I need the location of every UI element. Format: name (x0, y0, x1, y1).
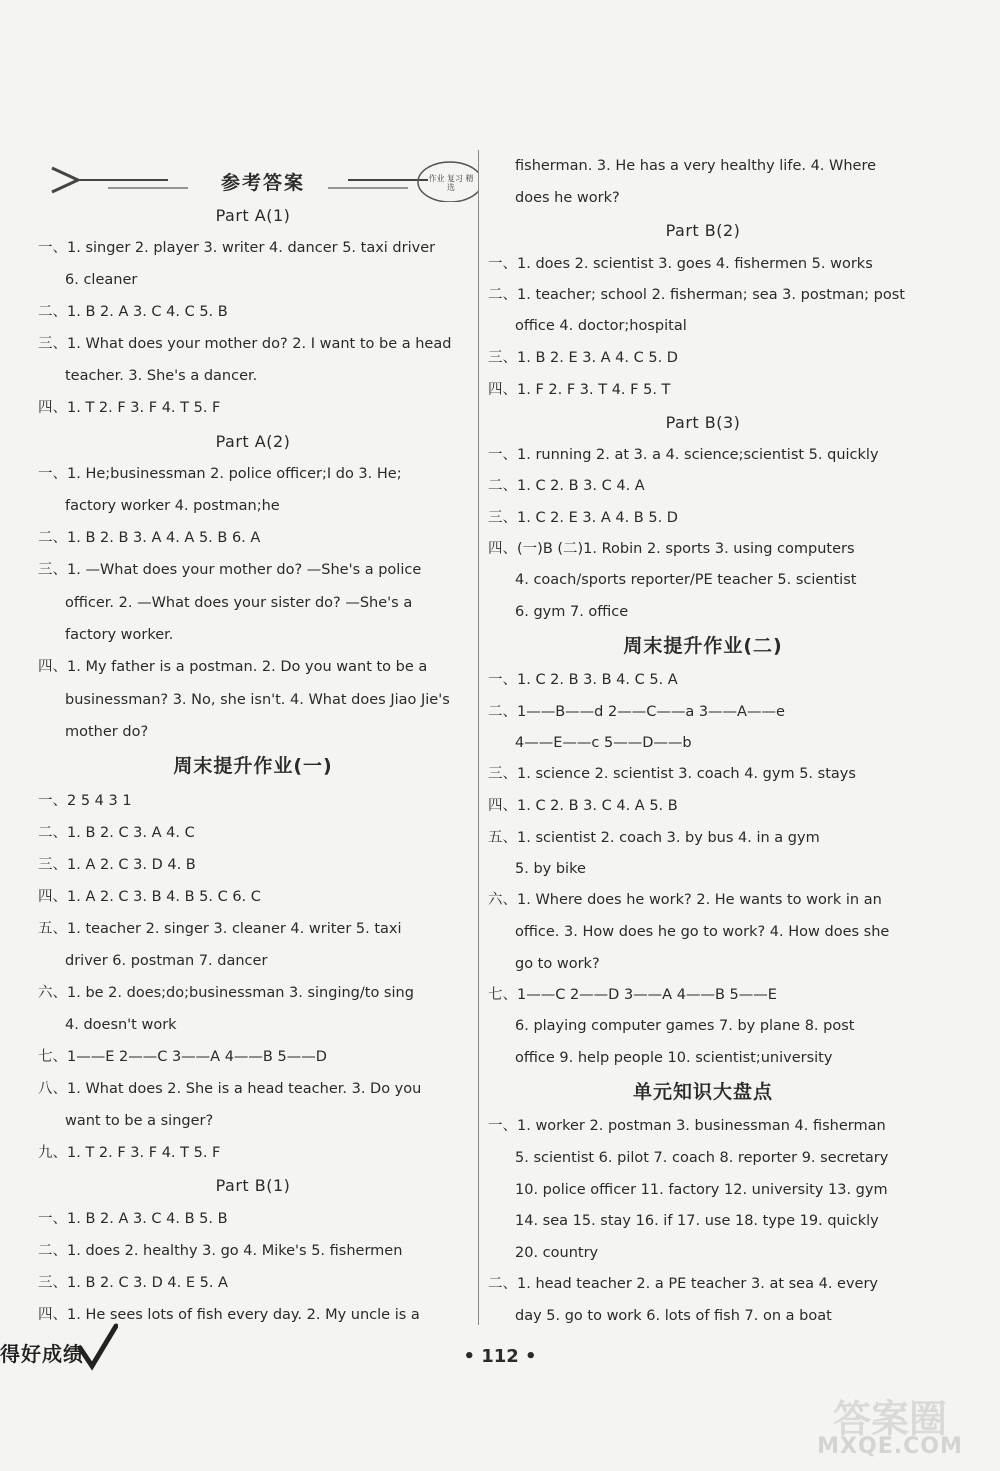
answer-line: 二、1——B——d 2——C——a 3——A——e (488, 704, 785, 720)
answer-line: 一、1. running 2. at 3. a 4. science;scientist 5. quickly (488, 447, 879, 463)
answer-line: 一、1. C 2. B 3. B 4. C 5. A (488, 672, 678, 688)
answer-line: 五、1. teacher 2. singer 3. cleaner 4. writer 5. taxi (38, 921, 402, 937)
answer-line: 一、1. B 2. A 3. C 4. B 5. B (38, 1211, 228, 1227)
answer-line: 二、1. head teacher 2. a PE teacher 3. at sea 4. every (488, 1276, 878, 1292)
answer-line: businessman? 3. No, she isn't. 4. What does Jiao Jie's (65, 692, 450, 708)
answer-line: 二、1. B 2. B 3. A 4. A 5. B 6. A (38, 530, 261, 546)
column-divider (478, 150, 479, 1325)
answer-line: office 9. help people 10. scientist;university (515, 1050, 833, 1066)
answer-line: 10. police officer 11. factory 12. university 13. gym (515, 1182, 888, 1198)
answer-line: 二、1. C 2. B 3. C 4. A (488, 478, 645, 494)
answer-line: 二、1. B 2. C 3. A 4. C (38, 825, 195, 841)
answer-line: officer. 2. —What does your sister do? —She's a (65, 595, 413, 611)
answer-line: 四、1. C 2. B 3. C 4. A 5. B (488, 798, 678, 814)
answer-line: 5. by bike (515, 861, 586, 877)
section-heading: Part B(2) (665, 221, 741, 240)
answer-line: office 4. doctor;hospital (515, 318, 687, 334)
watermark-logo: 答案圈 (832, 1397, 947, 1441)
answer-line: 四、1. My father is a postman. 2. Do you want to be a (38, 659, 428, 675)
section-heading: Part B(1) (215, 1176, 291, 1195)
answer-line: 6. playing computer games 7. by plane 8. post (515, 1018, 855, 1034)
answer-line: 三、1. —What does your mother do? —She's a police (38, 562, 422, 578)
answer-line: 一、1. worker 2. postman 3. businessman 4. fisherman (488, 1118, 886, 1134)
answer-line: want to be a singer? (65, 1113, 214, 1129)
section-heading: 单元知识大盘点 (632, 1081, 773, 1103)
section-heading: Part B(3) (665, 413, 741, 432)
answer-line: 四、(一)B (二)1. Robin 2. sports 3. using computers (488, 541, 855, 557)
answer-line: 20. country (515, 1245, 599, 1261)
answer-line: 4. doesn't work (65, 1017, 177, 1033)
answer-line: 八、1. What does 2. She is a head teacher. 3. Do you (38, 1081, 422, 1097)
answer-line: does he work? (515, 190, 620, 206)
answer-line: 三、1. B 2. C 3. D 4. E 5. A (38, 1275, 228, 1291)
answer-line: 三、1. B 2. E 3. A 4. C 5. D (488, 350, 678, 366)
answer-line: fisherman. 3. He has a very healthy life. 4. Where (515, 158, 877, 174)
answer-line: factory worker. (65, 627, 174, 643)
answer-line: 6. cleaner (65, 272, 138, 288)
banner-stamp: 作业 复习 精选 (428, 174, 474, 192)
answer-line: 4——E——c 5——D——b (515, 735, 692, 751)
answer-line: 四、1. A 2. C 3. B 4. B 5. C 6. C (38, 889, 261, 905)
answer-line: 四、1. F 2. F 3. T 4. F 5. T (488, 382, 671, 398)
answer-line: mother do? (65, 724, 149, 740)
answer-line: 一、1. He;businessman 2. police officer;I do 3. He; (38, 466, 402, 482)
answer-line: teacher. 3. She's a dancer. (65, 368, 258, 384)
answer-line: driver 6. postman 7. dancer (65, 953, 268, 969)
page-number: • 112 • (463, 1346, 537, 1367)
answer-line: 三、1. What does your mother do? 2. I want to be a head (38, 336, 452, 352)
answer-line: 一、2 5 4 3 1 (38, 793, 132, 809)
brand-logo: 得好成绩 (0, 1342, 84, 1366)
banner-title: 参考答案 (220, 172, 305, 194)
answer-line: factory worker 4. postman;he (65, 498, 280, 514)
answer-line: 三、1. science 2. scientist 3. coach 4. gym 5. stays (488, 766, 856, 782)
answer-line: day 5. go to work 6. lots of fish 7. on a boat (515, 1308, 832, 1324)
section-heading: Part A(2) (215, 432, 291, 451)
answer-banner (48, 158, 478, 202)
answer-line: 一、1. singer 2. player 3. writer 4. dancer 5. taxi driver (38, 240, 436, 256)
answer-line: 二、1. does 2. healthy 3. go 4. Mike's 5. fishermen (38, 1243, 403, 1259)
answer-line: 一、1. does 2. scientist 3. goes 4. fishermen 5. works (488, 256, 873, 272)
section-heading: 周末提升作业(二) (623, 635, 783, 657)
answer-line: office. 3. How does he go to work? 4. How does she (515, 924, 890, 940)
answer-line: 5. scientist 6. pilot 7. coach 8. reporter 9. secretary (515, 1150, 889, 1166)
answer-line: 6. gym 7. office (515, 604, 629, 620)
answer-line: 4. coach/sports reporter/PE teacher 5. scientist (515, 572, 857, 588)
answer-line: 四、1. T 2. F 3. F 4. T 5. F (38, 400, 221, 416)
answer-line: 五、1. scientist 2. coach 3. by bus 4. in a gym (488, 830, 820, 846)
answer-line: 六、1. be 2. does;do;businessman 3. singing/to sing (38, 985, 414, 1001)
answer-line: 三、1. A 2. C 3. D 4. B (38, 857, 196, 873)
answer-line: 七、1——C 2——D 3——A 4——B 5——E (488, 987, 777, 1003)
answer-line: 九、1. T 2. F 3. F 4. T 5. F (38, 1145, 221, 1161)
section-heading: 周末提升作业(一) (173, 755, 333, 777)
answer-line: go to work? (515, 956, 600, 972)
answer-line: 二、1. B 2. A 3. C 4. C 5. B (38, 304, 228, 320)
section-heading: Part A(1) (215, 206, 291, 225)
watermark (790, 1388, 990, 1470)
answer-line: 七、1——E 2——C 3——A 4——B 5——D (38, 1049, 327, 1065)
answer-line: 14. sea 15. stay 16. if 17. use 18. type 19. quickly (515, 1213, 879, 1229)
watermark-text: MXQE.COM (817, 1434, 963, 1459)
answer-line: 三、1. C 2. E 3. A 4. B 5. D (488, 510, 678, 526)
answer-line: 二、1. teacher; school 2. fisherman; sea 3. postman; post (488, 287, 905, 303)
answer-line: 六、1. Where does he work? 2. He wants to work in an (488, 892, 882, 908)
answer-line: 四、1. He sees lots of fish every day. 2. My uncle is a (38, 1307, 420, 1323)
